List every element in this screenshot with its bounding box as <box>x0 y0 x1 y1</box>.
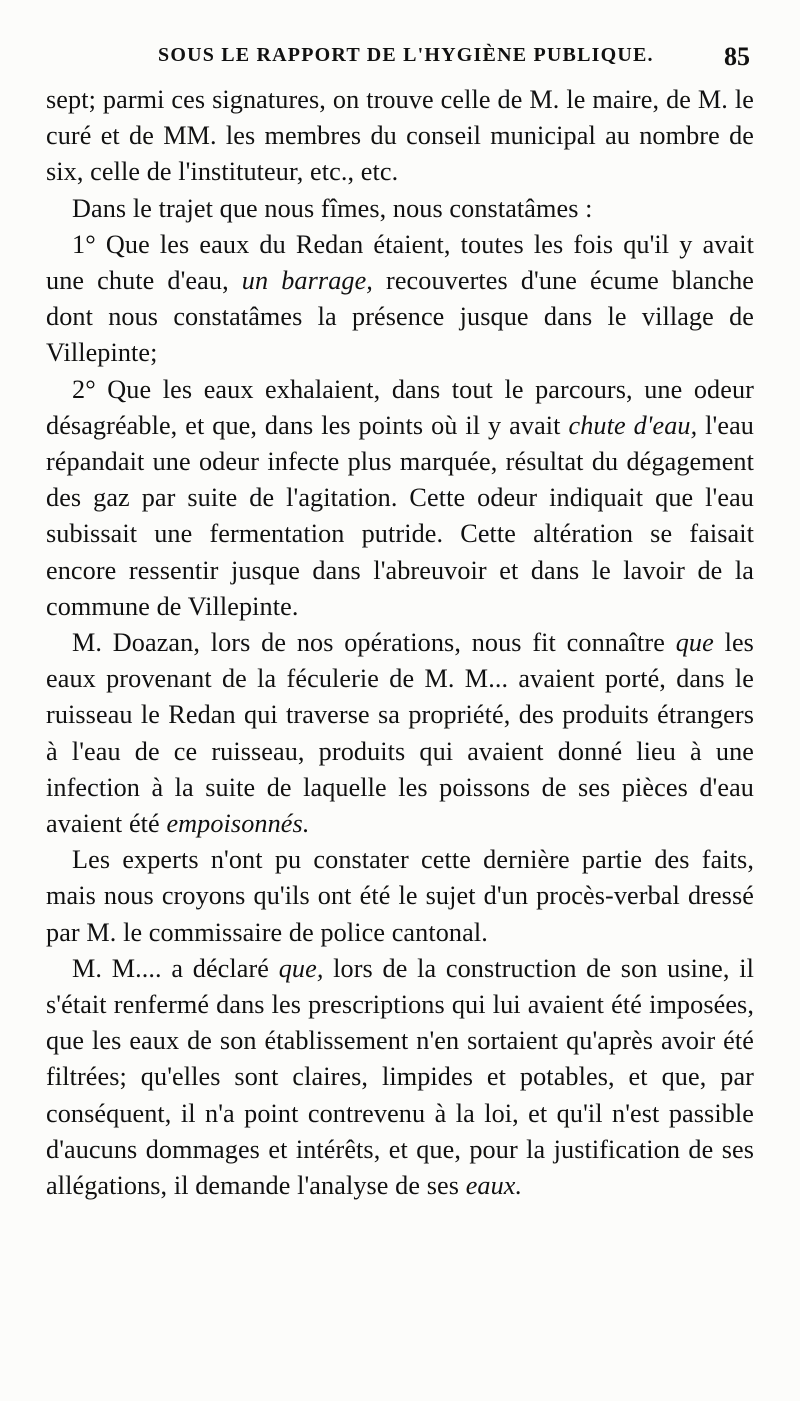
page-number: 85 <box>724 42 750 71</box>
text-run: sept; parmi ces signatures, on trouve celle de M. le maire, de M. le curé et de MM. les membres du conseil municipal au nombre de six, celle de l'instituteur, etc., etc. <box>46 85 754 187</box>
running-head: SOUS LE RAPPORT DE L'HYGIÈNE PUBLIQUE. <box>158 44 654 66</box>
paragraph <box>46 227 754 372</box>
text-run: M. M.... a déclaré <box>72 953 279 983</box>
text-run: l'eau répandait une odeur infecte plus marquée, résultat du dégagement des gaz par suite de l'agitation. Cette odeur indiquait que l'eau subissait une fermentation putride. Cette altération se faisait encore ressentir jusque dans l'abreuvoir et dans le lavoir de la commune de Villepinte. <box>46 410 754 621</box>
paragraph <box>46 372 754 625</box>
paragraph <box>46 842 754 951</box>
text-run: M. Doazan, lors de nos opérations, nous fit connaître <box>72 628 676 658</box>
text-run: recouvertes d'une écume blanche dont nous constatâmes la présence jusque dans le village de Villepinte; <box>46 266 755 368</box>
italic-text-run: que <box>675 628 714 658</box>
italic-text-run: eaux. <box>465 1171 523 1201</box>
text-run: lors de la construction de son usine, il s'était renfermé dans les prescriptions qui lui avaient été imposées, que les eaux de son établissement n'en sortaient qu'après avoir été filtrées; qu'elles sont claires, limpides et potables, et que, par conséquent, il n'a point contrevenu à la loi, et qu'il n'est passible d'aucuns dommages et intérêts, et que, pour la justification de ses allégations, il demande l'analyse de ses <box>46 953 754 1201</box>
italic-text-run: que, <box>278 953 324 983</box>
paragraph <box>46 625 754 842</box>
text-run: Les experts n'ont pu constater cette dernière partie des faits, mais nous croyons qu'ils ont été le sujet d'un procès-verbal dressé par M. le commissaire de police cantonal. <box>46 845 754 947</box>
text-run: 1° Que les eaux du Redan étaient, toutes les fois qu'il y avait une chute d'eau, <box>46 229 754 296</box>
italic-text-run: chute d'eau, <box>568 410 698 440</box>
italic-text-run: empoisonnés. <box>166 809 310 839</box>
paragraph <box>46 82 754 191</box>
text-run: Dans le trajet que nous fîmes, nous constatâmes : <box>72 193 593 223</box>
page-header <box>46 40 756 80</box>
text-run: les eaux provenant de la féculerie de M. M... avaient porté, dans le ruisseau le Redan qui traverse sa propriété, des produits étrangers à l'eau de ce ruisseau, produits qui avaient donné lieu à une infection à la suite de laquelle les poissons de ses pièces d'eau avaient été <box>46 628 754 839</box>
italic-text-run: un barrage, <box>241 266 373 296</box>
paragraph <box>46 951 754 1204</box>
text-run: 2° Que les eaux exhalaient, dans tout le parcours, une odeur désagréable, et que, dans les points où il y avait <box>46 374 754 440</box>
body-text <box>46 82 754 1204</box>
paragraph <box>46 191 754 227</box>
